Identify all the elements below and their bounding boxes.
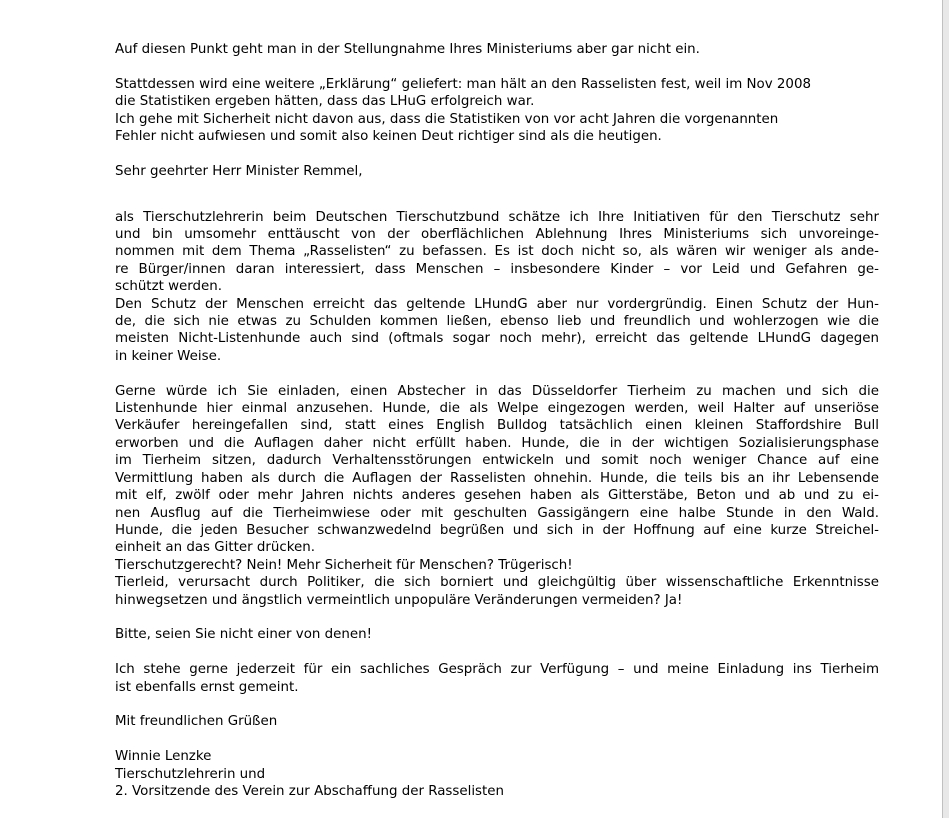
text-line: und bin umsomehr enttäuscht von der oberflächlichen Ablehnung Ihres Ministeriums sich unvoreinge-	[115, 227, 879, 243]
paragraph-5	[115, 626, 879, 643]
paragraph-6	[115, 661, 879, 696]
text-line: Gerne würde ich Sie einladen, einen Abstecher in das Düsseldorfer Tierheim zu machen und sich die	[115, 383, 879, 399]
letter-body[interactable]	[115, 41, 879, 818]
text-line: Ich gehe mit Sicherheit nicht davon aus, dass die Statistiken von vor acht Jahren die vorgenannten	[115, 111, 779, 127]
text-line: Fehler nicht aufwiesen und somit also keinen Deut richtiger sind als die heutigen.	[115, 129, 662, 145]
paragraph-2	[115, 76, 879, 146]
text-line: in keiner Weise.	[115, 348, 222, 364]
paragraph-1	[115, 41, 879, 58]
text-line: im Tierheim sitzen, dadurch Verhaltensstörungen entwickeln und somit noch weniger Chance auf eine	[115, 453, 879, 469]
paragraph-4	[115, 383, 879, 609]
text-line: die Statistiken ergeben hätten, dass das LHuG erfolgreich war.	[115, 94, 535, 110]
text-line: Bitte, seien Sie nicht einer von denen!	[115, 627, 372, 643]
text-line: Stattdessen wird eine weitere „Erklärung“ geliefert: man hält an den Rasselisten fest, weil im Nov 2008	[115, 76, 811, 92]
text-line: Sehr geehrter Herr Minister Remmel,	[115, 163, 363, 179]
text-line: Den Schutz der Menschen erreicht das geltende LHundG aber nur vordergründig. Einen Schutz der Hun-	[115, 296, 879, 312]
text-line: schützt werden.	[115, 279, 223, 295]
text-line: re Bürger/innen daran interessiert, dass Menschen – insbesondere Kinder – vor Leid und Gefahren ge-	[115, 261, 879, 277]
text-line: erworben und die Auflagen daher nicht erfüllt haben. Hunde, die in der wichtigen Sozialisierungsphase	[115, 435, 879, 451]
text-line: ist ebenfalls ernst gemeint.	[115, 679, 299, 695]
text-line: de, die sich nie etwas zu Schulden kommen ließen, ebenso lieb und freundlich und wohlerzogen wie die	[115, 314, 879, 330]
text-line: hinwegsetzen und ängstlich vermeintlich unpopuläre Veränderungen vermeiden? Ja!	[115, 592, 683, 608]
text-line: meisten Nicht-Listenhunde auch sind (oftmals sogar noch mehr), erreicht das geltende LHundG dagegen	[115, 331, 879, 347]
scrollbar[interactable]	[942, 0, 949, 818]
text-line: als Tierschutzlehrerin beim Deutschen Tierschutzbund schätze ich Ihre Initiativen für den Tierschutz sehr	[115, 209, 879, 225]
text-line: nommen mit dem Thema „Rasselisten“ zu befassen. Es ist doch nicht so, als wären wir weniger als ande-	[115, 244, 879, 260]
text-line: Vermittlung haben als durch die Auflagen der Rasselisten ohnehin. Hunde, die teils bis an ihr Lebensende	[115, 470, 879, 486]
text-line: einheit an das Gitter drücken.	[115, 540, 315, 556]
text-line: Tierschutzgerecht? Nein! Mehr Sicherheit für Menschen? Trügerisch!	[115, 557, 573, 573]
closing	[115, 713, 879, 730]
text-line: Mit freundlichen Grüßen	[115, 714, 278, 730]
text-line: mit elf, zwölf oder mehr Jahren nichts anderes gesehen haben als Gitterstäbe, Beton und ab und zu ei-	[115, 488, 879, 504]
signature-org: 2. Vorsitzende des Verein zur Abschaffung der Rasselisten	[115, 783, 505, 799]
text-line: Ich stehe gerne jederzeit für ein sachliches Gespräch zur Verfügung – und meine Einladung ins Tierheim	[115, 662, 879, 678]
text-line: Listenhunde hier einmal anzusehen. Hunde, die als Welpe eingezogen werden, weil Halter auf unseriöse	[115, 401, 879, 417]
salutation	[115, 163, 879, 180]
text-line: Tierleid, verursacht durch Politiker, die sich borniert und gleichgültig über wissenschaftliche Erkenntnisse	[115, 575, 879, 591]
text-line: Verkäufer hereingefallen sind, statt eines English Bulldog tatsächlich einen kleinen Staffordshire Bull	[115, 418, 879, 434]
text-line: Hunde, die jeden Besucher schwanzwedelnd begrüßen und sich in der Hoffnung auf eine kurze Streichel-	[115, 522, 879, 538]
signature-name: Winnie Lenzke	[115, 749, 212, 765]
signature-block	[115, 748, 879, 800]
paragraph-3	[115, 209, 879, 366]
text-line: nen Ausflug auf die Tierheimwiese oder mit geschulten Gassigängern eine halbe Stunde in den Wald.	[115, 505, 879, 521]
text-line: Auf diesen Punkt geht man in der Stellungnahme Ihres Ministeriums aber gar nicht ein.	[115, 42, 700, 57]
signature-role: Tierschutzlehrerin und	[115, 766, 266, 782]
